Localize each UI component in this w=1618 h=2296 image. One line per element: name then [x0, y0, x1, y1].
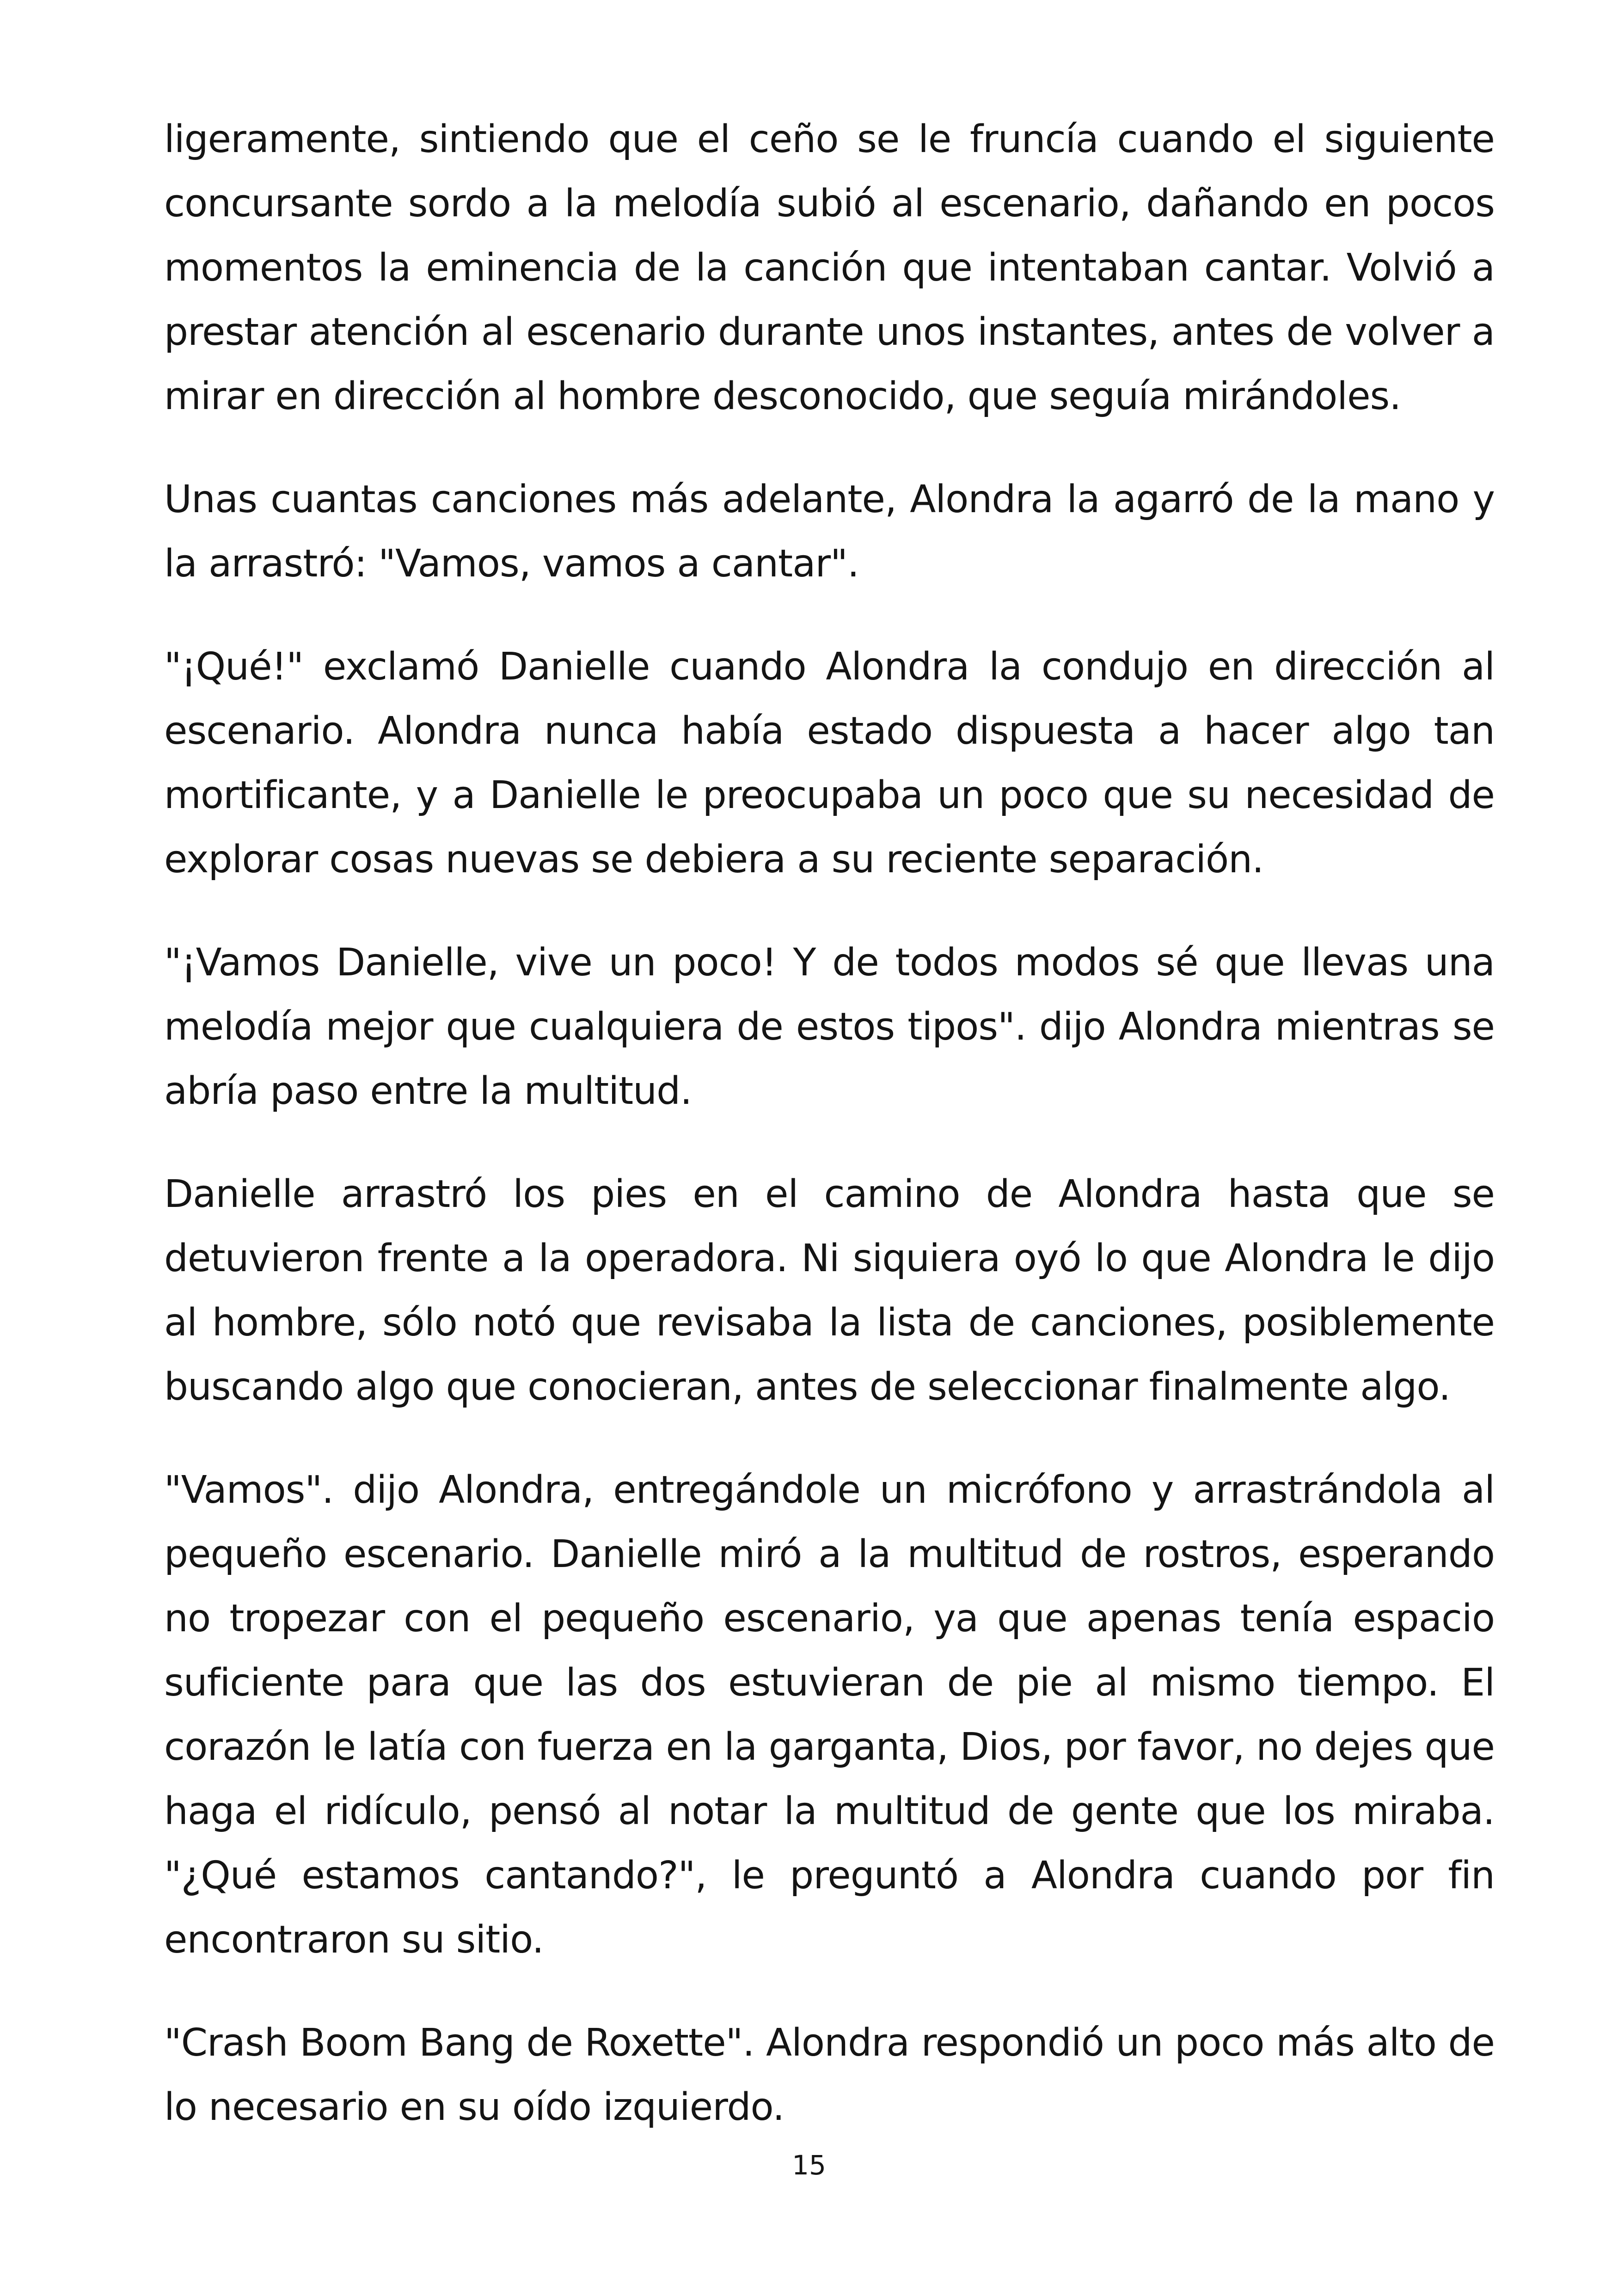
paragraph: ligeramente, sintiendo que el ceño se le fruncía cuando el siguiente concursante sordo a la melodía subió al escenario, dañando en pocos momentos la eminencia de la canción que intentaban cantar. Volvió a prestar atención al escenario durante unos instantes, antes de volver a mirar en dirección al hombre desconocido, que seguía mirándoles.: [164, 117, 1495, 418]
document-body: [164, 107, 1495, 2139]
paragraph: "¡Qué!" exclamó Danielle cuando Alondra la condujo en dirección al escenario. Alondra nunca había estado dispuesta a hacer algo tan mortificante, y a Danielle le preocupaba un poco que su necesidad de explorar cosas nuevas se debiera a su reciente separación.: [164, 645, 1495, 882]
page-number: 15: [792, 2149, 826, 2181]
paragraph: Danielle arrastró los pies en el camino de Alondra hasta que se detuvieron frente a la operadora. Ni siquiera oyó lo que Alondra le dijo al hombre, sólo notó que revisaba la lista de canciones, posiblemente buscando algo que conocieran, antes de seleccionar finalmente algo.: [164, 1172, 1495, 1409]
paragraph: "Crash Boom Bang de Roxette". Alondra respondió un poco más alto de lo necesario en su oído izquierdo.: [164, 2021, 1495, 2129]
paragraph: "¡Vamos Danielle, vive un poco! Y de todos modos sé que llevas una melodía mejor que cualquiera de estos tipos". dijo Alondra mientras se abría paso entre la multitud.: [164, 941, 1495, 1113]
paragraph: "Vamos". dijo Alondra, entregándole un micrófono y arrastrándola al pequeño escenario. Danielle miró a la multitud de rostros, esperando no tropezar con el pequeño escenario, ya que apenas tenía espacio suficiente para que las dos estuvieran de pie al mismo tiempo. El corazón le latía con fuerza en la garganta, Dios, por favor, no dejes que haga el ridículo, pensó al notar la multitud de gente que los miraba. "¿Qué estamos cantando?", le preguntó a Alondra cuando por fin encontraron su sitio.: [164, 1468, 1495, 1962]
paragraph: Unas cuantas canciones más adelante, Alondra la agarró de la mano y la arrastró: "Vamos, vamos a cantar".: [164, 478, 1495, 586]
